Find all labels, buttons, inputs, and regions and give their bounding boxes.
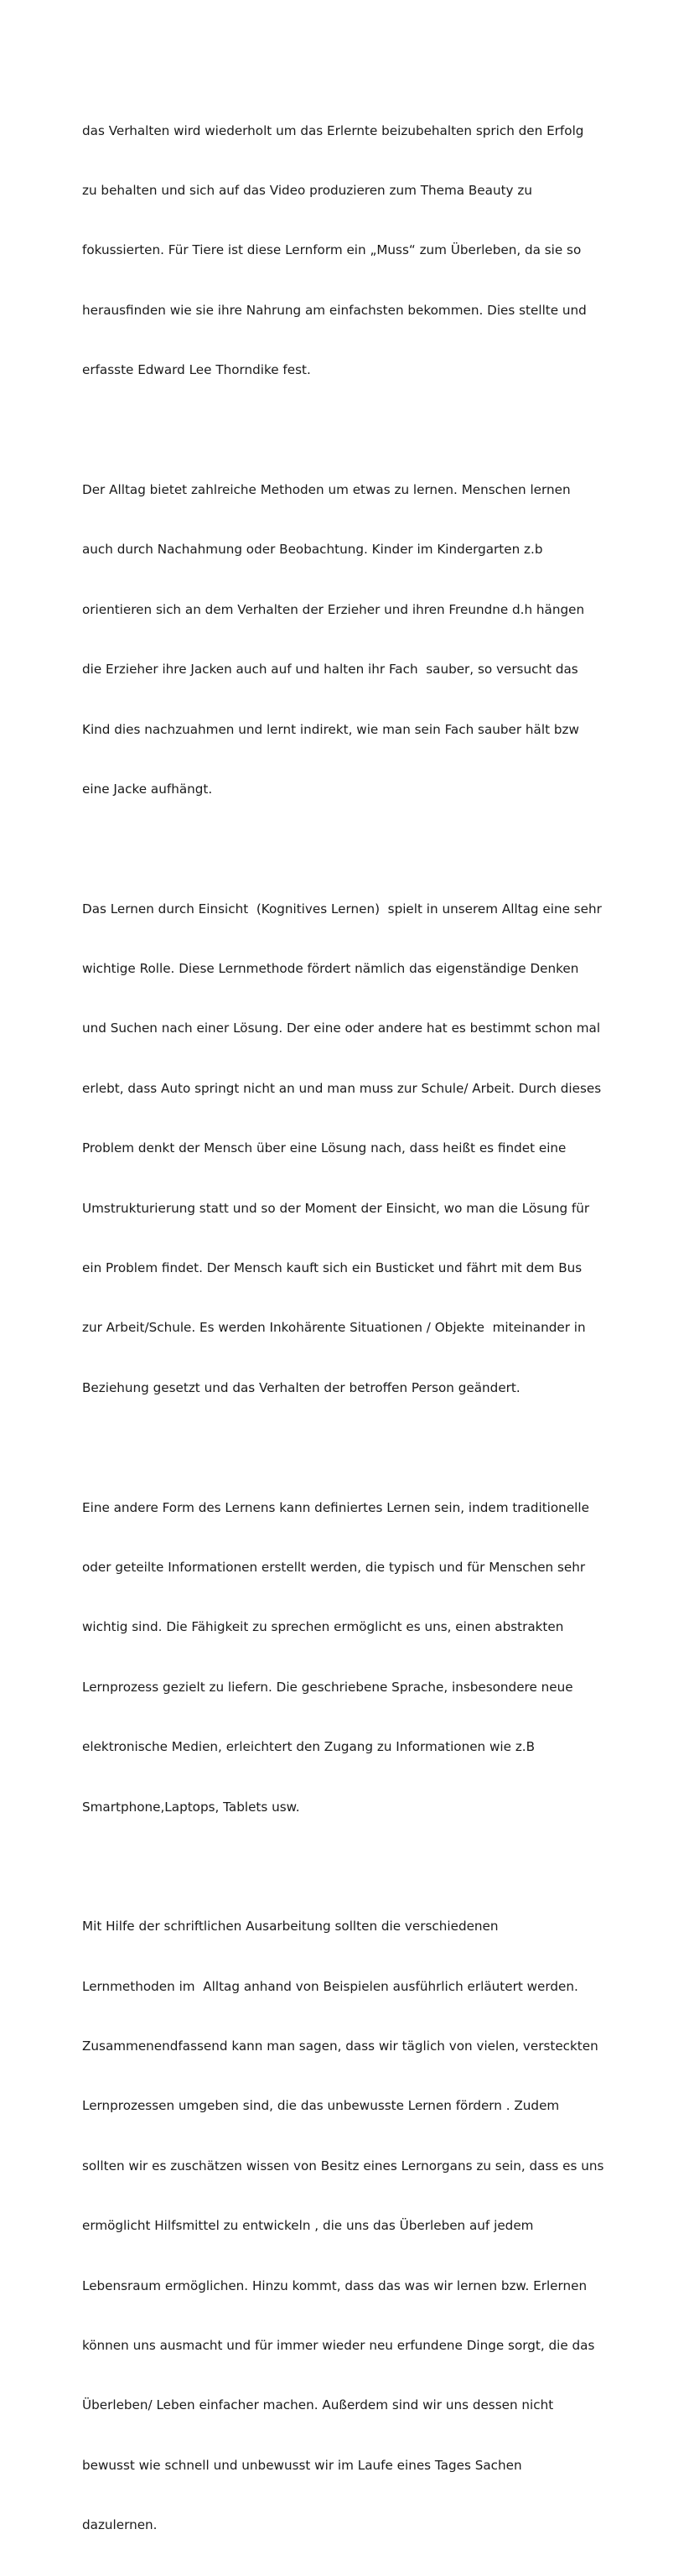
text-line: bewusst wie schnell und unbewusst wir im Laufe eines Tages Sachen <box>82 2457 522 2473</box>
text-line: Smartphone,Laptops, Tablets usw. <box>82 1799 300 1815</box>
document-body <box>82 81 627 2576</box>
text-line: Überleben/ Leben einfacher machen. Außerdem sind wir uns dessen nicht <box>82 2397 554 2413</box>
text-line: und Suchen nach einer Lösung. Der eine oder andere hat es bestimmt schon mal <box>82 1021 601 1036</box>
paragraph-spacer <box>82 421 627 441</box>
text-line: eine Jacke aufhängt. <box>82 781 213 797</box>
paragraph-spacer <box>82 1857 627 1877</box>
paragraph-4 <box>82 1458 627 1857</box>
text-line: sollten wir es zuschätzen wissen von Besitz eines Lernorgans zu sein, dass es uns <box>82 2158 604 2174</box>
text-line: erfasste Edward Lee Thorndike fest. <box>82 362 311 378</box>
paragraph-3 <box>82 860 627 1438</box>
text-line: wichtige Rolle. Diese Lernmethode fördert nämlich das eigenständige Denken <box>82 961 579 977</box>
text-line: Beziehung gesetzt und das Verhalten der betroffen Person geändert. <box>82 1379 520 1395</box>
text-line: herausfinden wie sie ihre Nahrung am einfachsten bekommen. Dies stellte und <box>82 302 587 318</box>
text-line: dazulernen. <box>82 2517 158 2533</box>
text-line: ermöglicht Hilfsmittel zu entwickeln , die uns das Überleben auf jedem <box>82 2218 534 2234</box>
paragraph-2 <box>82 440 627 839</box>
text-line: orientieren sich an dem Verhalten der Erzieher und ihren Freundne d.h hängen <box>82 601 585 617</box>
text-line: oder geteilte Informationen erstellt werden, die typisch und für Menschen sehr <box>82 1559 586 1575</box>
paragraph-spacer <box>82 839 627 860</box>
text-line: Lernprozessen umgeben sind, die das unbewusste Lernen fördern . Zudem <box>82 2098 560 2114</box>
paragraph-5 <box>82 1877 627 2576</box>
text-line: Problem denkt der Mensch über eine Lösung nach, dass heißt es findet eine <box>82 1140 567 1156</box>
paragraph-1 <box>82 81 627 421</box>
text-line: zur Arbeit/Schule. Es werden Inkohärente Situationen / Objekte miteinander in <box>82 1320 586 1336</box>
text-line: können uns ausmacht und für immer wieder neu erfundene Dinge sorgt, die das <box>82 2338 595 2354</box>
text-line: erlebt, dass Auto springt nicht an und man muss zur Schule/ Arbeit. Durch dieses <box>82 1080 602 1096</box>
paragraph-spacer <box>82 1438 627 1458</box>
text-line: Umstrukturierung statt und so der Moment der Einsicht, wo man die Lösung für <box>82 1200 590 1216</box>
text-line: Das Lernen durch Einsicht (Kognitives Lernen) spielt in unserem Alltag eine sehr <box>82 901 602 917</box>
text-line: das Verhalten wird wiederholt um das Erlernte beizubehalten sprich den Erfolg <box>82 122 584 138</box>
text-line: elektronische Medien, erleichtert den Zugang zu Informationen wie z.B <box>82 1739 536 1755</box>
text-line: wichtig sind. Die Fähigkeit zu sprechen ermöglicht es uns, einen abstrakten <box>82 1619 564 1635</box>
text-line: die Erzieher ihre Jacken auch auf und halten ihr Fach sauber, so versucht das <box>82 662 578 678</box>
text-line: Lebensraum ermöglichen. Hinzu kommt, dass das was wir lernen bzw. Erlernen <box>82 2277 588 2293</box>
text-line: Mit Hilfe der schriftlichen Ausarbeitung sollten die verschiedenen <box>82 1919 499 1935</box>
text-line: Der Alltag bietet zahlreiche Methoden um etwas zu lernen. Menschen lernen <box>82 481 571 497</box>
text-line: ein Problem findet. Der Mensch kauft sich ein Busticket und fährt mit dem Bus <box>82 1260 583 1276</box>
text-line: Lernmethoden im Alltag anhand von Beispielen ausführlich erläutert werden. <box>82 1978 578 1994</box>
text-line: Lernprozess gezielt zu liefern. Die geschriebene Sprache, insbesondere neue <box>82 1679 573 1695</box>
text-line: zu behalten und sich auf das Video produzieren zum Thema Beauty zu <box>82 182 532 198</box>
text-line: Zusammenendfassend kann man sagen, dass wir täglich von vielen, versteckten <box>82 2038 598 2054</box>
text-line: fokussierten. Für Tiere ist diese Lernform ein „Muss“ zum Überleben, da sie so <box>82 242 582 258</box>
text-line: Eine andere Form des Lernens kann definiertes Lernen sein, indem traditionelle <box>82 1499 589 1515</box>
text-line: auch durch Nachahmung oder Beobachtung. Kinder im Kindergarten z.b <box>82 542 543 558</box>
text-line: Kind dies nachzuahmen und lernt indirekt, wie man sein Fach sauber hält bzw <box>82 721 579 737</box>
